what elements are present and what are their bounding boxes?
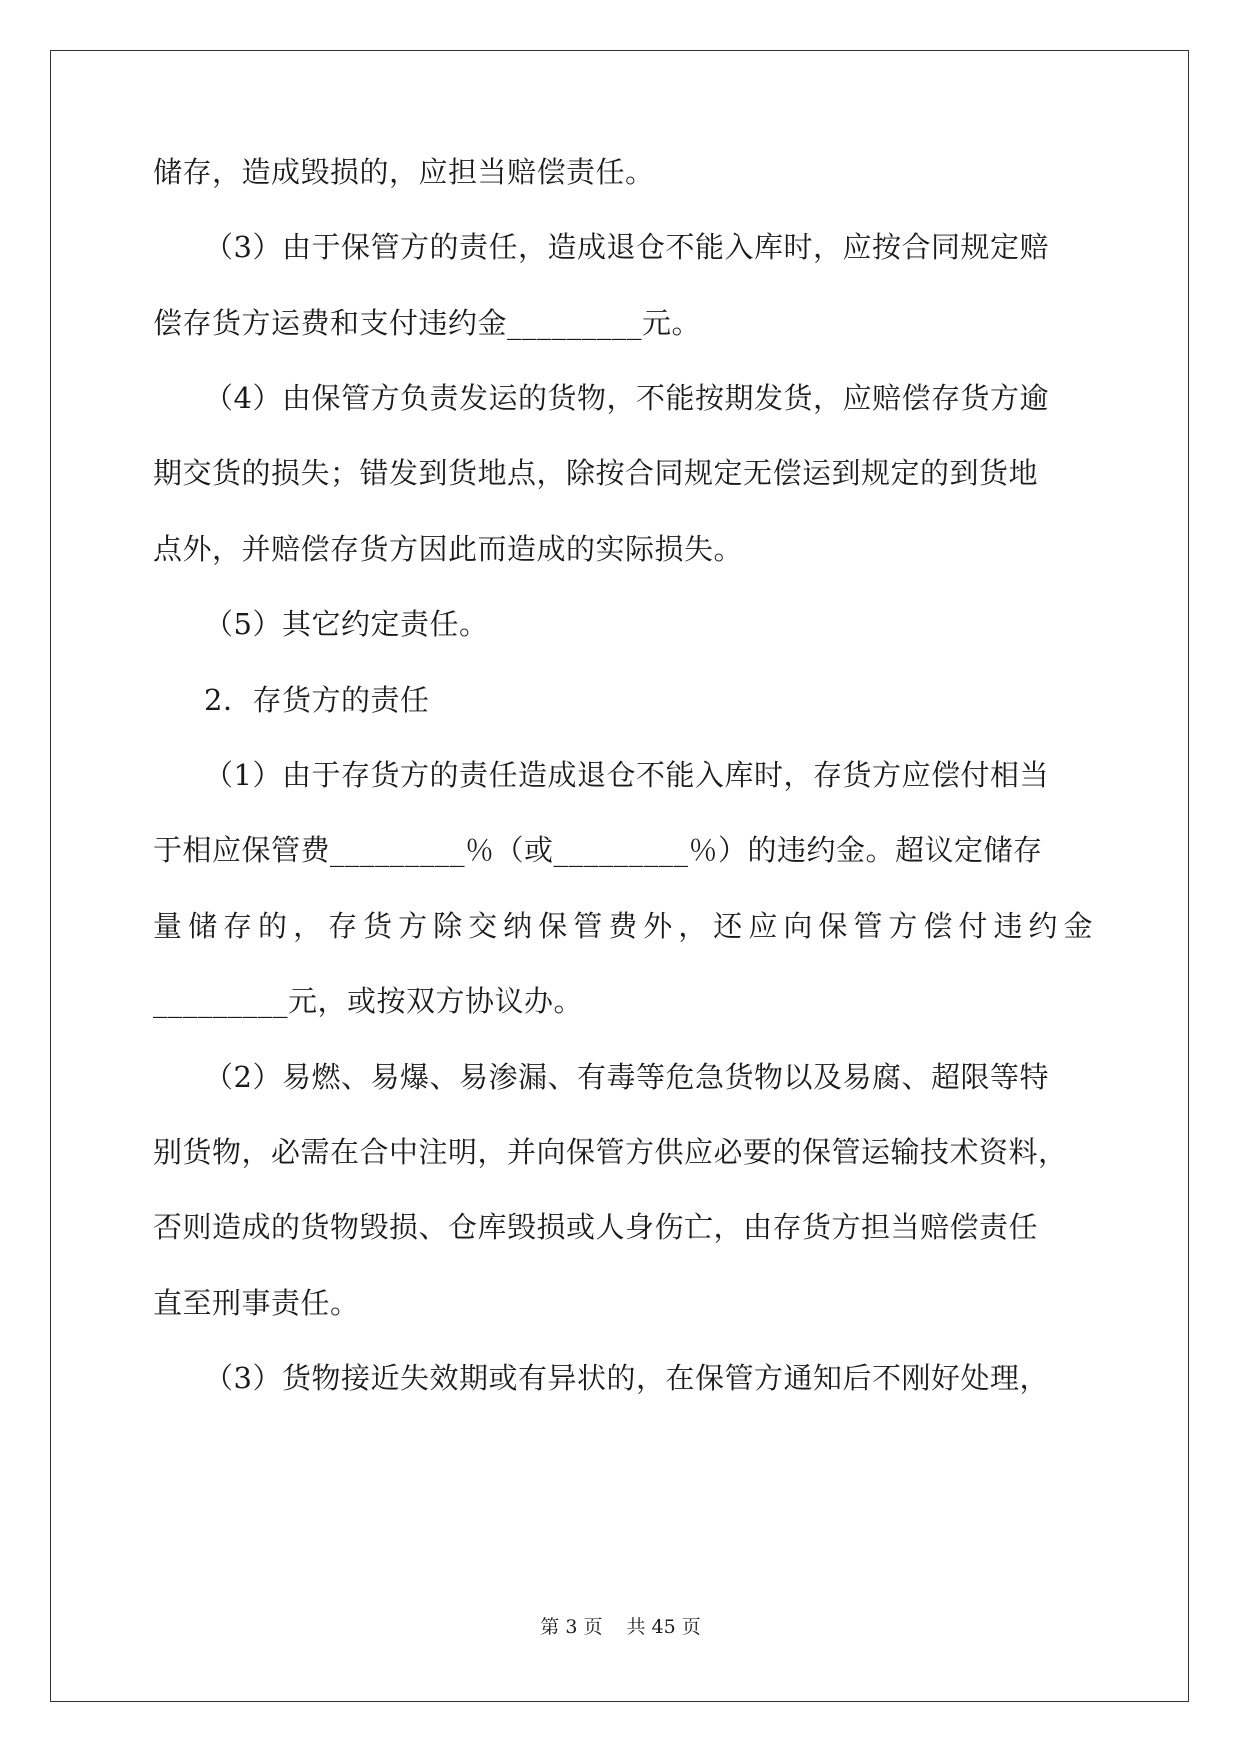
section-heading: 2．存货方的责任 — [204, 683, 430, 717]
text-line: （1）由于存货方的责任造成退仓不能入库时，存货方应偿付相当 — [204, 758, 1049, 792]
text-line: 于相应保管费_________％（或_________％）的违约金。超议定储存 — [153, 833, 1043, 867]
text-line: （3）由于保管方的责任，造成退仓不能入库时，应按合同规定赔 — [204, 230, 1049, 264]
text-line: 点外，并赔偿存货方因此而造成的实际损失。 — [153, 532, 744, 566]
page-number: 第 3 页 — [540, 1616, 603, 1638]
text-line: 否则造成的货物毁损、仓库毁损或人身伤亡，由存货方担当赔偿责任 — [153, 1210, 1039, 1244]
text-line: （3）货物接近失效期或有异状的，在保管方通知后不刚好处理， — [204, 1361, 1049, 1395]
page-footer — [0, 1615, 1241, 1639]
text-line: 储存，造成毁损的，应担当赔偿责任。 — [153, 155, 655, 189]
text-line: 别货物，必需在合中注明，并向保管方供应必要的保管运输技术资料， — [153, 1135, 1068, 1169]
text-line: （4）由保管方负责发运的货物，不能按期发货，应赔偿存货方逾 — [204, 381, 1049, 415]
text-line: 量储存的，存货方除交纳保管费外，还应向保管方偿付违约金 — [153, 909, 1093, 943]
text-line: 直至刑事责任。 — [153, 1286, 360, 1320]
text-line: （5）其它约定责任。 — [204, 607, 489, 641]
page-total: 共 45 页 — [626, 1616, 701, 1638]
text-line: 期交货的损失；错发到货地点，除按合同规定无偿运到规定的到货地 — [153, 456, 1039, 490]
page-border — [50, 50, 1189, 1702]
text-line: 偿存货方运费和支付违约金_________元。 — [153, 306, 702, 340]
text-line: _________元，或按双方协议办。 — [153, 984, 584, 1018]
text-line: （2）易燃、易爆、易渗漏、有毒等危急货物以及易腐、超限等特 — [204, 1060, 1049, 1094]
